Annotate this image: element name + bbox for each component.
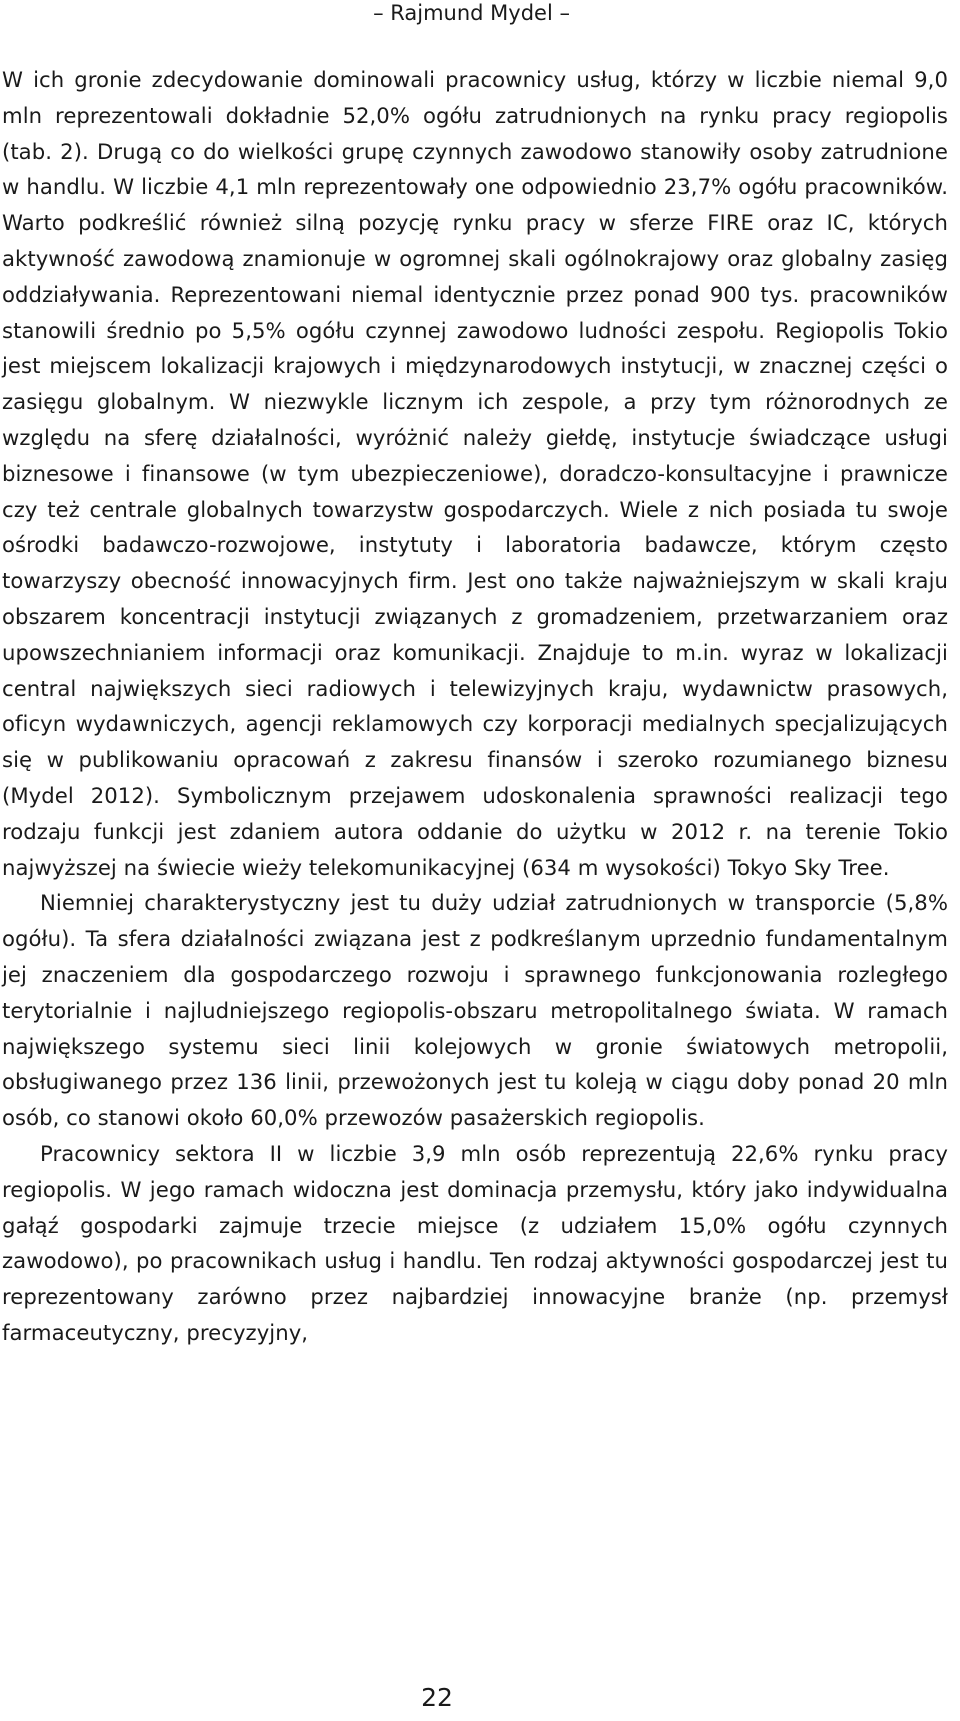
paragraph-2: Niemniej charakterystyczny jest tu duży udział zatrudnionych w transporcie (5,8% ogółu). Ta sfera działalności związana jest z podkreślanym uprzednio fundamentalnym jej znaczeniem dla gospodarczego rozwoju i sprawnego funkcjonowania rozległego terytorialnie i najludniejszego regiopolis-obszaru metropolitalnego świata. W ramach największego systemu sieci linii kolejowych w gronie światowych metropolii, obsługiwanego przez 136 linii, przewożonych jest tu koleją w ciągu doby ponad 20 mln osób, co stanowi około 60,0% przewozów pasażerskich regiopolis. — [2, 890, 948, 1131]
running-header: – Rajmund Mydel – — [373, 1, 570, 25]
body-text — [2, 62, 948, 1351]
page-number: 22 — [421, 1683, 453, 1712]
paragraph-1: W ich gronie zdecydowanie dominowali pracownicy usług, którzy w liczbie niemal 9,0 mln reprezentowali dokładnie 52,0% ogółu zatrudnionych na rynku pracy regiopolis (tab. 2). Drugą co do wielkości grupę czynnych zawodowo stanowiły osoby zatrudnione w handlu. W liczbie 4,1 mln reprezentowały one odpowiednio 23,7% ogółu pracowników. Warto podkreślić również silną pozycję rynku pracy w sferze FIRE oraz IC, których aktywność zawodową znamionuje w ogromnej skali ogólnokrajowy oraz globalny zasięg oddziaływania. Reprezentowani niemal identycznie przez ponad 900 tys. pracowników stanowili średnio po 5,5% ogółu czynnej zawodowo ludności zespołu. Regiopolis Tokio jest miejscem lokalizacji krajowych i międzynarodowych instytucji, w znacznej części o zasięgu globalnym. W niezwykle licznym ich zespole, a przy tym różnorodnych ze względu na sferę działalności, wyróżnić należy giełdę, instytucje świadczące usługi biznesowe i finansowe (w tym ubezpieczeniowe), doradczo-konsultacyjne i prawnicze czy też centrale globalnych towarzystw gospodarczych. Wiele z nich posiada tu swoje ośrodki badawczo-rozwojowe, instytuty i laboratoria badawcze, którym często towarzyszy obecność innowacyjnych firm. Jest ono także najważniejszym w skali kraju obszarem koncentracji instytucji związanych z gromadzeniem, przetwarzaniem oraz upowszechnianiem informacji oraz komunikacji. Znajduje to m.in. wyraz w lokalizacji central największych sieci radiowych i telewizyjnych kraju, wydawnictw prasowych, oficyn wydawniczych, agencji reklamowych czy korporacji medialnych specjalizujących się w publikowaniu opracowań z zakresu finansów i szeroko rozumianego biznesu (Mydel 2012). Symbolicznym przejawem udoskonalenia sprawności realizacji tego rodzaju funkcji jest zdaniem autora oddanie do użytku w 2012 r. na terenie Tokio najwyższej na świecie wieży telekomunikacyjnej (634 m wysokości) Tokyo Sky Tree. — [2, 67, 948, 880]
paragraph-3: Pracownicy sektora II w liczbie 3,9 mln osób reprezentują 22,6% rynku pracy regiopolis. W jego ramach widoczna jest dominacja przemysłu, który jako indywidualna gałąź gospodarki zajmuje trzecie miejsce (z udziałem 15,0% ogółu czynnych zawodowo), po pracownikach usług i handlu. Ten rodzaj aktywności gospodarczej jest tu reprezentowany zarówno przez najbardziej innowacyjne branże (np. przemysł farmaceutyczny, precyzyjny, — [2, 1140, 948, 1345]
